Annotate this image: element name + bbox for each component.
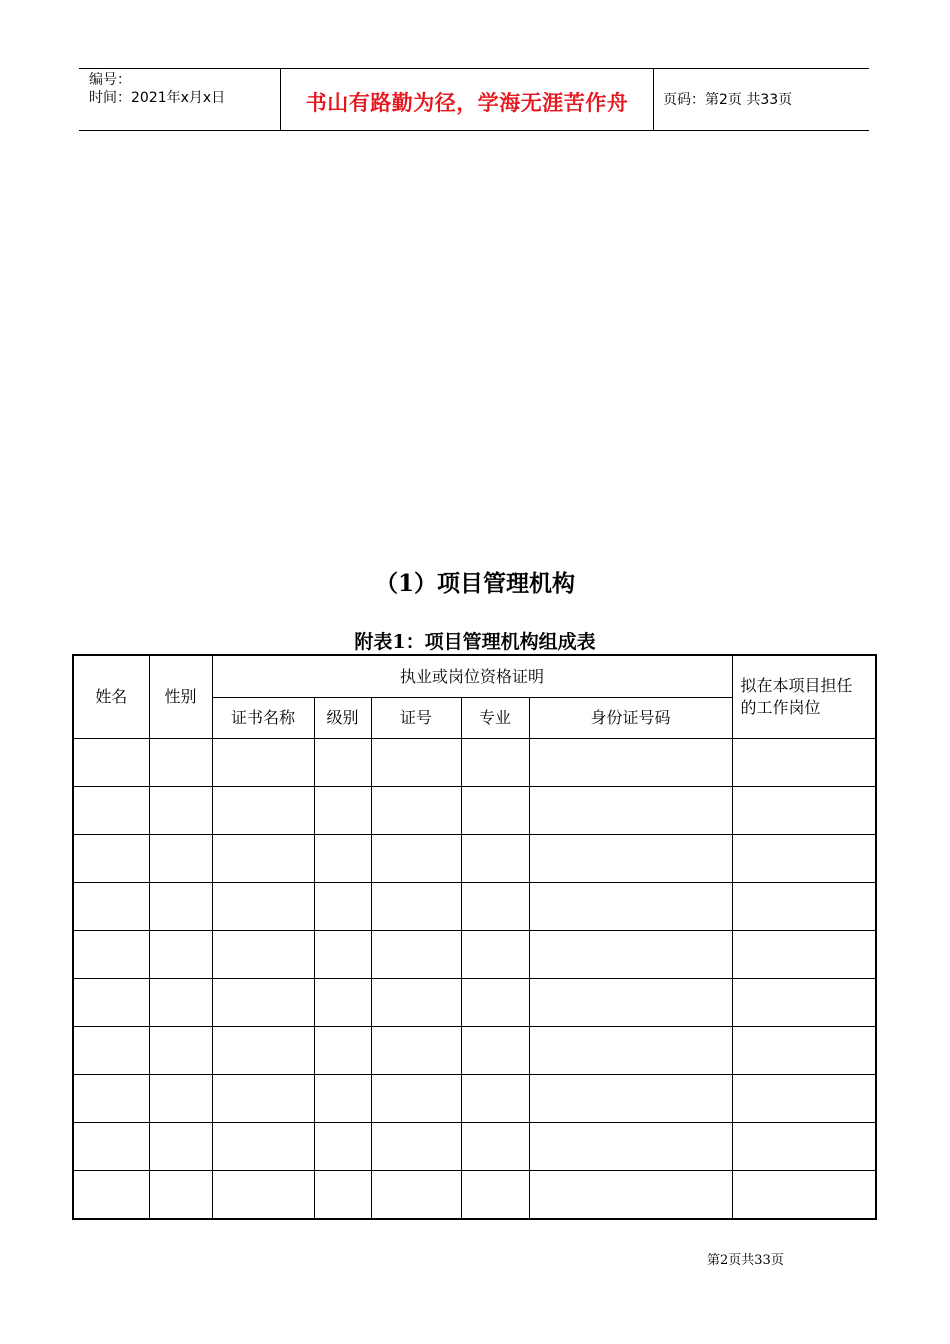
organization-table xyxy=(72,654,877,1220)
cell-cert-name[interactable] xyxy=(212,883,314,931)
cell-cert-name[interactable] xyxy=(212,739,314,787)
cell-gender[interactable] xyxy=(149,1027,212,1075)
cell-name[interactable] xyxy=(73,1075,149,1123)
cell-id-no[interactable] xyxy=(529,787,732,835)
table-row xyxy=(73,979,876,1027)
cell-level[interactable] xyxy=(314,1123,371,1171)
cell-major[interactable] xyxy=(461,739,529,787)
cell-gender[interactable] xyxy=(149,787,212,835)
cell-cert-no[interactable] xyxy=(371,883,461,931)
header-cell-major: 专业 xyxy=(461,698,529,739)
header-cell-id-no: 身份证号码 xyxy=(529,698,732,739)
header-cell-gender: 性别 xyxy=(149,655,212,739)
page-footer: 第2页共33页 xyxy=(707,1253,784,1268)
cell-cert-name[interactable] xyxy=(212,1171,314,1220)
cell-cert-name[interactable] xyxy=(212,931,314,979)
header-cell-position-text: 拟在本项目担任的工作岗位 xyxy=(740,676,853,717)
table-row xyxy=(73,883,876,931)
section-title: （1）项目管理机构 xyxy=(374,570,575,597)
cell-name[interactable] xyxy=(73,1171,149,1220)
cell-cert-name[interactable] xyxy=(212,835,314,883)
cell-position[interactable] xyxy=(732,787,876,835)
cell-name[interactable] xyxy=(73,931,149,979)
table-row xyxy=(73,1027,876,1075)
cell-major[interactable] xyxy=(461,835,529,883)
cell-major[interactable] xyxy=(461,1075,529,1123)
cell-major[interactable] xyxy=(461,787,529,835)
cell-gender[interactable] xyxy=(149,1171,212,1220)
cell-id-no[interactable] xyxy=(529,883,732,931)
cell-id-no[interactable] xyxy=(529,979,732,1027)
table-row xyxy=(73,1171,876,1220)
cell-cert-no[interactable] xyxy=(371,931,461,979)
cell-level[interactable] xyxy=(314,1027,371,1075)
cell-id-no[interactable] xyxy=(529,1027,732,1075)
cell-major[interactable] xyxy=(461,979,529,1027)
cell-id-no[interactable] xyxy=(529,1171,732,1220)
header-meta xyxy=(89,69,279,130)
cell-cert-no[interactable] xyxy=(371,787,461,835)
header-cell-cert-group: 执业或岗位资格证明 xyxy=(212,655,732,698)
cell-level[interactable] xyxy=(314,835,371,883)
cell-major[interactable] xyxy=(461,1123,529,1171)
cell-level[interactable] xyxy=(314,1075,371,1123)
header-date-label: 时间：2021年x月x日 xyxy=(89,90,226,106)
header-cell-level: 级别 xyxy=(314,698,371,739)
page-header xyxy=(79,68,869,131)
cell-gender[interactable] xyxy=(149,883,212,931)
cell-major[interactable] xyxy=(461,1027,529,1075)
table-row xyxy=(73,739,876,787)
cell-cert-name[interactable] xyxy=(212,1027,314,1075)
table-row xyxy=(73,787,876,835)
table-row xyxy=(73,1075,876,1123)
cell-position[interactable] xyxy=(732,835,876,883)
cell-level[interactable] xyxy=(314,739,371,787)
cell-id-no[interactable] xyxy=(529,835,732,883)
header-cell-cert-name: 证书名称 xyxy=(212,698,314,739)
header-page-label: 页码：第2页 共33页 xyxy=(663,92,793,108)
cell-gender[interactable] xyxy=(149,979,212,1027)
cell-cert-name[interactable] xyxy=(212,1075,314,1123)
cell-id-no[interactable] xyxy=(529,739,732,787)
cell-cert-no[interactable] xyxy=(371,1027,461,1075)
cell-name[interactable] xyxy=(73,739,149,787)
table-title: 附表1：项目管理机构组成表 xyxy=(354,631,596,653)
cell-position[interactable] xyxy=(732,979,876,1027)
cell-gender[interactable] xyxy=(149,835,212,883)
cell-name[interactable] xyxy=(73,979,149,1027)
cell-level[interactable] xyxy=(314,979,371,1027)
cell-major[interactable] xyxy=(461,1171,529,1220)
cell-name[interactable] xyxy=(73,835,149,883)
cell-major[interactable] xyxy=(461,883,529,931)
cell-level[interactable] xyxy=(314,883,371,931)
cell-id-no[interactable] xyxy=(529,931,732,979)
cell-cert-no[interactable] xyxy=(371,739,461,787)
cell-cert-no[interactable] xyxy=(371,835,461,883)
cell-level[interactable] xyxy=(314,931,371,979)
cell-position[interactable] xyxy=(732,931,876,979)
cell-gender[interactable] xyxy=(149,931,212,979)
table-row xyxy=(73,931,876,979)
cell-cert-no[interactable] xyxy=(371,1171,461,1220)
cell-cert-name[interactable] xyxy=(212,787,314,835)
cell-name[interactable] xyxy=(73,1027,149,1075)
header-cell-name: 姓名 xyxy=(73,655,149,739)
cell-position[interactable] xyxy=(732,883,876,931)
cell-cert-no[interactable] xyxy=(371,1075,461,1123)
cell-gender[interactable] xyxy=(149,739,212,787)
cell-major[interactable] xyxy=(461,931,529,979)
cell-cert-name[interactable] xyxy=(212,1123,314,1171)
cell-name[interactable] xyxy=(73,883,149,931)
cell-id-no[interactable] xyxy=(529,1075,732,1123)
cell-id-no[interactable] xyxy=(529,1123,732,1171)
cell-position[interactable] xyxy=(732,739,876,787)
cell-gender[interactable] xyxy=(149,1123,212,1171)
cell-level[interactable] xyxy=(314,787,371,835)
header-cell-cert-no: 证号 xyxy=(371,698,461,739)
table-header-row xyxy=(73,655,876,698)
table-body xyxy=(73,739,876,1220)
cell-gender[interactable] xyxy=(149,1075,212,1123)
cell-cert-no[interactable] xyxy=(371,1123,461,1171)
header-motto: 书山有路勤为径，学海无涯苦作舟 xyxy=(305,91,629,115)
cell-level[interactable] xyxy=(314,1171,371,1220)
header-number-label: 编号： xyxy=(89,72,131,88)
cell-name[interactable] xyxy=(73,1123,149,1171)
cell-cert-no[interactable] xyxy=(371,979,461,1027)
header-cell-position xyxy=(732,655,876,739)
table-row xyxy=(73,1123,876,1171)
cell-cert-name[interactable] xyxy=(212,979,314,1027)
table-row xyxy=(73,835,876,883)
cell-position[interactable] xyxy=(732,1171,876,1220)
cell-position[interactable] xyxy=(732,1075,876,1123)
cell-position[interactable] xyxy=(732,1123,876,1171)
header-divider xyxy=(653,69,654,130)
cell-position[interactable] xyxy=(732,1027,876,1075)
cell-name[interactable] xyxy=(73,787,149,835)
